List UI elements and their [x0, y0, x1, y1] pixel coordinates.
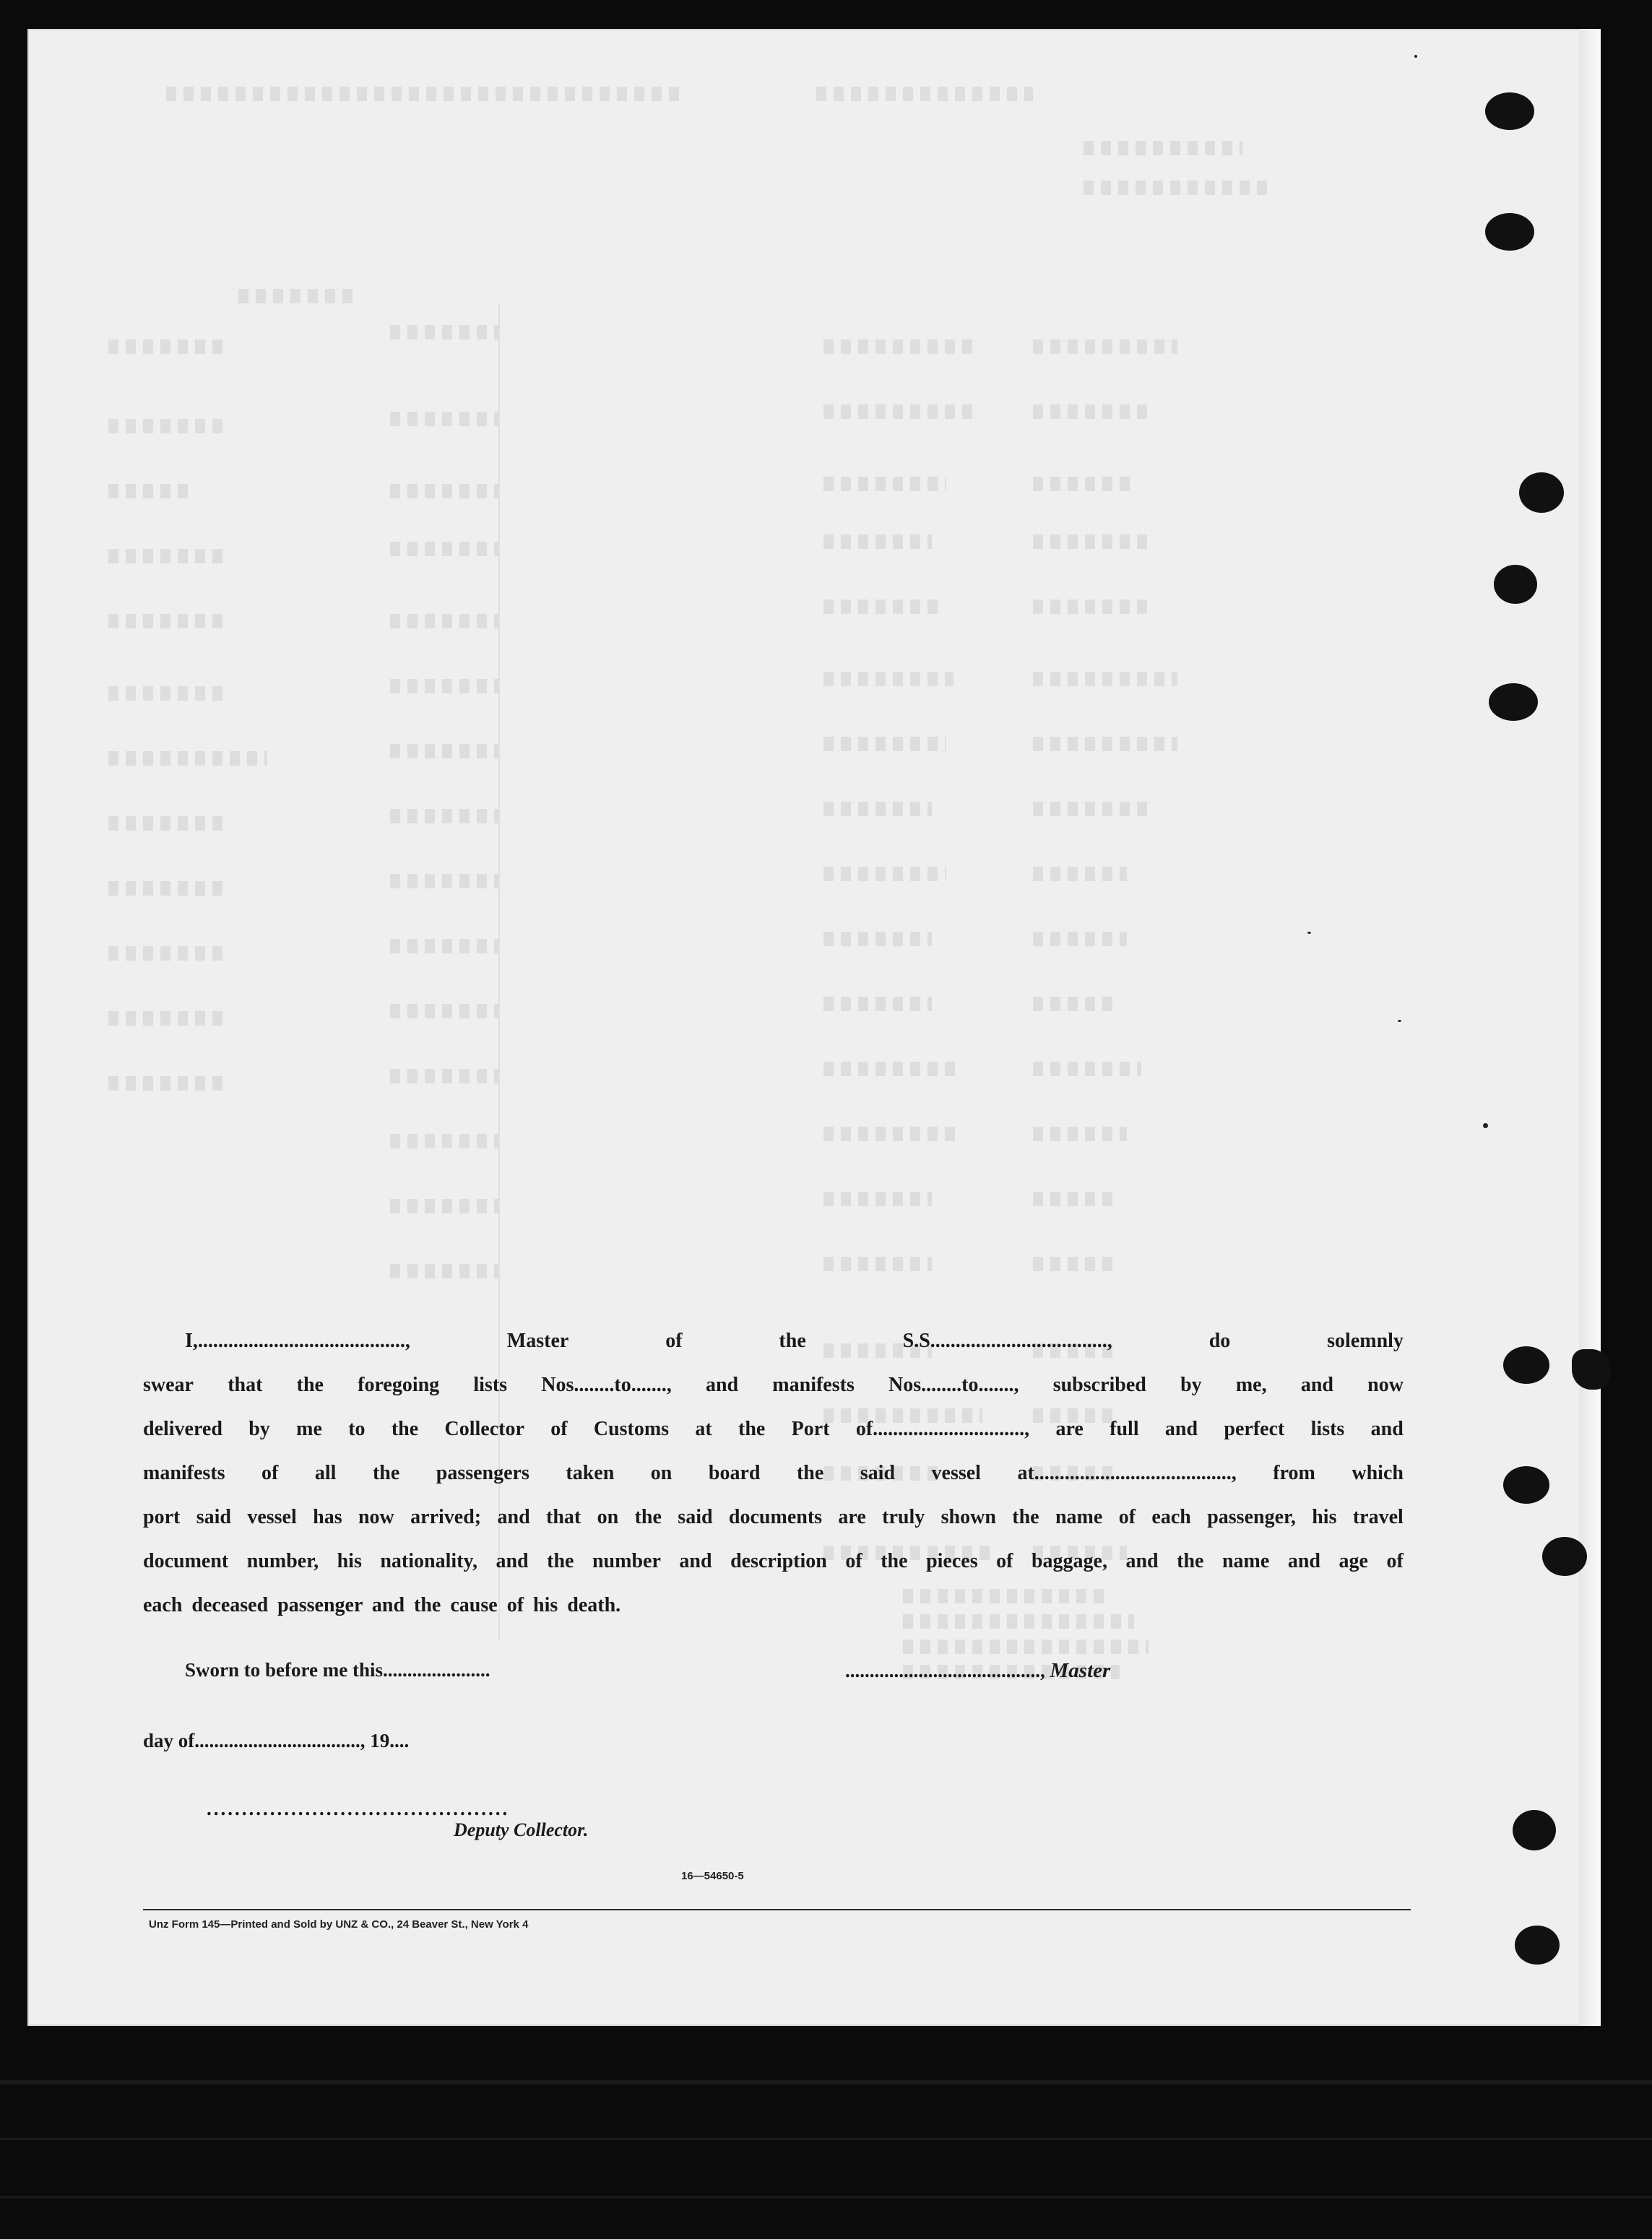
- master-dots: ........................................,: [845, 1660, 1045, 1681]
- oath-word: at.......................................,: [1017, 1462, 1237, 1484]
- footer-divider: [143, 1909, 1411, 1910]
- oath-word: the: [738, 1418, 766, 1440]
- oath-word: and: [1300, 1374, 1333, 1396]
- scan-streak: [0, 2080, 1652, 2084]
- oath-word: from: [1273, 1462, 1315, 1484]
- oath-word: truly: [882, 1506, 925, 1528]
- oath-line-1: [143, 1319, 1404, 1363]
- oath-word: arrived;: [410, 1506, 482, 1528]
- oath-word: of: [845, 1550, 862, 1572]
- oath-word: me,: [1235, 1374, 1267, 1396]
- oath-word: all: [314, 1462, 337, 1484]
- page-edge: [1579, 29, 1601, 2026]
- oath-word: full: [1110, 1418, 1139, 1440]
- oath-word: of: [1386, 1550, 1404, 1572]
- oath-word: subscribed: [1052, 1374, 1146, 1396]
- oath-word: passengers: [436, 1462, 529, 1484]
- oath-word: his: [1312, 1506, 1337, 1528]
- oath-word: each: [1151, 1506, 1191, 1528]
- oath-word: on: [597, 1506, 619, 1528]
- punch-hole: [1485, 92, 1534, 130]
- oath-word: by: [248, 1418, 270, 1440]
- oath-word: said: [196, 1506, 231, 1528]
- punch-hole: [1494, 565, 1537, 604]
- speck: [1398, 1020, 1401, 1022]
- oath-word: age: [1339, 1550, 1368, 1572]
- oath-word: and: [497, 1506, 530, 1528]
- punch-hole: [1513, 1810, 1556, 1850]
- document-page: [27, 29, 1599, 2026]
- oath-word: name: [1221, 1550, 1270, 1572]
- oath-word: delivered: [143, 1418, 222, 1440]
- oath-word: solemnly: [1327, 1330, 1404, 1352]
- master-label: Master: [1050, 1659, 1111, 1682]
- oath-word: S.S...................................,: [902, 1330, 1112, 1352]
- oath-word: perfect: [1224, 1418, 1285, 1440]
- oath-word: the: [391, 1418, 419, 1440]
- oath-word: name: [1055, 1506, 1103, 1528]
- oath-word: of: [996, 1550, 1013, 1572]
- printer-footer: Unz Form 145—Printed and Sold by UNZ & CO., 24 Beaver St., New York 4: [149, 1918, 529, 1931]
- oath-word: the: [779, 1330, 806, 1352]
- oath-word: now: [1367, 1374, 1404, 1396]
- oath-word: and: [1370, 1418, 1404, 1440]
- oath-word: the: [372, 1462, 400, 1484]
- oath-word: the: [547, 1550, 574, 1572]
- speck: [1307, 932, 1311, 934]
- oath-word: by: [1180, 1374, 1202, 1396]
- oath-word: each deceased passenger and the cause of his death.: [143, 1594, 621, 1616]
- oath-word: his: [337, 1550, 362, 1572]
- oath-word: shown: [940, 1506, 996, 1528]
- oath-word: and: [496, 1550, 529, 1572]
- oath-word: of: [261, 1462, 279, 1484]
- punch-hole: [1515, 1926, 1560, 1965]
- oath-word: has: [313, 1506, 342, 1528]
- oath-word: travel: [1352, 1506, 1404, 1528]
- oath-word: foregoing: [358, 1374, 440, 1396]
- punch-hole: [1542, 1537, 1587, 1576]
- scan-streak: [0, 2196, 1652, 2199]
- oath-word: at: [695, 1418, 712, 1440]
- oath-word: of: [550, 1418, 568, 1440]
- oath-line-4: [143, 1451, 1404, 1495]
- oath-word: swear: [143, 1374, 194, 1396]
- oath-word: manifests: [143, 1462, 225, 1484]
- oath-word: are: [1055, 1418, 1084, 1440]
- day-of-line: day of.................................., 19....: [143, 1730, 410, 1751]
- oath-word: passenger,: [1207, 1506, 1296, 1528]
- oath-word: I,.........................................,: [185, 1330, 410, 1352]
- form-code: 16—54650-5: [681, 1870, 744, 1882]
- oath-word: Collector: [444, 1418, 524, 1440]
- oath-word: the: [1012, 1506, 1039, 1528]
- oath-word: description: [730, 1550, 827, 1572]
- oath-line-7: [143, 1583, 1404, 1627]
- oath-word: Customs: [593, 1418, 670, 1440]
- oath-word: that: [546, 1506, 581, 1528]
- speck: [1414, 55, 1417, 58]
- oath-word: the: [296, 1374, 324, 1396]
- oath-word: do: [1208, 1330, 1231, 1352]
- oath-word: port: [143, 1506, 181, 1528]
- oath-line-3: [143, 1407, 1404, 1451]
- torn-edge: [1572, 1349, 1611, 1390]
- speck: [1483, 1123, 1488, 1128]
- oath-word: and: [1287, 1550, 1320, 1572]
- oath-word: and: [1125, 1550, 1159, 1572]
- oath-word: manifests: [772, 1374, 855, 1396]
- oath-word: said: [860, 1462, 896, 1484]
- sworn-before-line: Sworn to before me this......................: [185, 1659, 490, 1681]
- oath-word: nationality,: [380, 1550, 477, 1572]
- oath-word: and: [1164, 1418, 1198, 1440]
- oath-word: are: [838, 1506, 866, 1528]
- deputy-signature-dots: ...........................................: [207, 1798, 510, 1819]
- punch-hole: [1519, 472, 1564, 513]
- oath-word: vessel: [247, 1506, 297, 1528]
- oath-word: me: [296, 1418, 322, 1440]
- oath-word: of: [1118, 1506, 1136, 1528]
- oath-word: number: [592, 1550, 661, 1572]
- oath-word: now: [358, 1506, 394, 1528]
- oath-word: the: [796, 1462, 824, 1484]
- oath-word: of..............................,: [855, 1418, 1030, 1440]
- oath-word: taken: [566, 1462, 615, 1484]
- punch-hole: [1489, 683, 1538, 721]
- oath-word: baggage,: [1031, 1550, 1107, 1572]
- oath-word: lists: [473, 1374, 508, 1396]
- deputy-collector-label: Deputy Collector.: [454, 1819, 589, 1840]
- oath-word: of: [665, 1330, 683, 1352]
- punch-hole: [1485, 213, 1534, 251]
- oath-word: the: [634, 1506, 662, 1528]
- oath-paragraph: [143, 1319, 1404, 1627]
- oath-word: and: [679, 1550, 712, 1572]
- oath-word: Nos........to.......,: [541, 1374, 672, 1396]
- oath-word: Nos........to.......,: [888, 1374, 1019, 1396]
- oath-line-5: [143, 1495, 1404, 1539]
- oath-word: on: [650, 1462, 673, 1484]
- oath-word: to: [348, 1418, 366, 1440]
- oath-word: the: [1177, 1550, 1204, 1572]
- oath-word: vessel: [931, 1462, 981, 1484]
- oath-line-2: [143, 1363, 1404, 1407]
- punch-hole: [1503, 1466, 1549, 1504]
- oath-word: Port: [791, 1418, 830, 1440]
- oath-word: document: [143, 1550, 229, 1572]
- oath-word: number,: [246, 1550, 319, 1572]
- oath-word: said: [678, 1506, 713, 1528]
- oath-word: which: [1352, 1462, 1404, 1484]
- oath-word: that: [228, 1374, 263, 1396]
- oath-word: and: [705, 1374, 739, 1396]
- oath-word: pieces: [926, 1550, 978, 1572]
- punch-hole: [1503, 1346, 1549, 1384]
- oath-word: documents: [728, 1506, 823, 1528]
- scan-streak: [0, 2138, 1652, 2140]
- oath-word: lists: [1310, 1418, 1345, 1440]
- oath-word: Master: [506, 1330, 569, 1352]
- oath-word: board: [708, 1462, 761, 1484]
- oath-word: the: [881, 1550, 908, 1572]
- oath-line-6: [143, 1539, 1404, 1583]
- master-signature-line: [845, 1659, 1110, 1683]
